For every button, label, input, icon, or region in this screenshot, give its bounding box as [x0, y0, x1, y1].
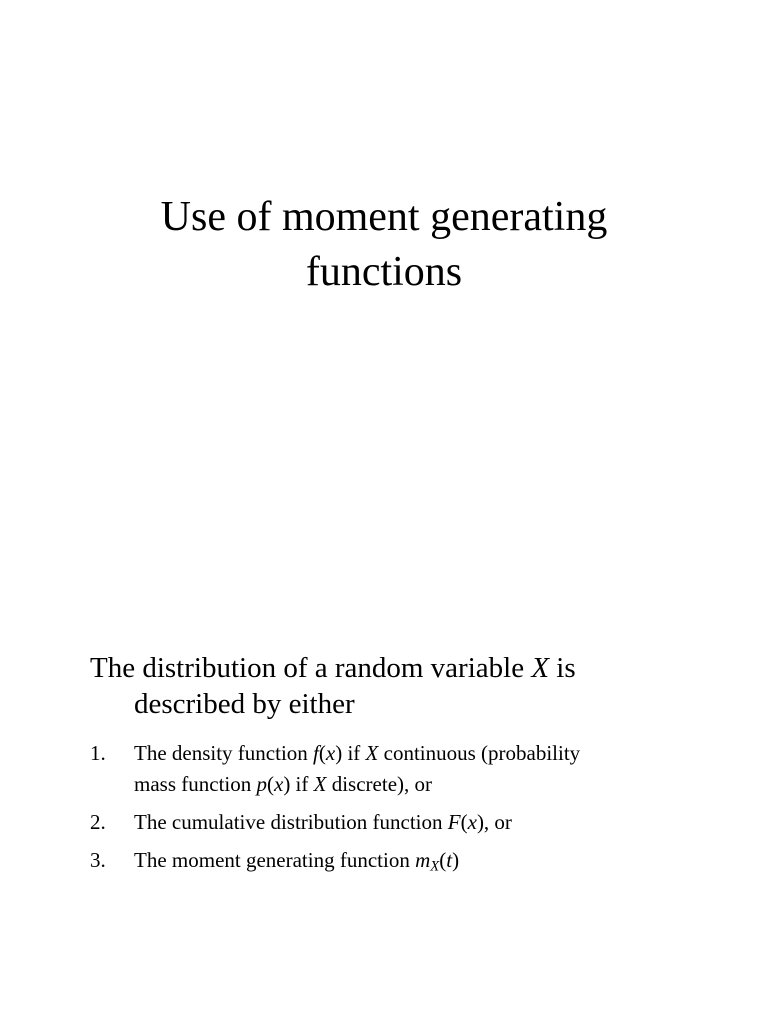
list-item-1 [90, 738, 730, 800]
math-x: x [325, 741, 336, 765]
math-X: X [313, 772, 327, 796]
item-text: discrete), or [326, 772, 433, 796]
intro-text-b: is [549, 652, 576, 684]
item-text: ), or [476, 810, 512, 834]
intro-line-1 [90, 650, 730, 686]
item-text: ) [452, 848, 460, 872]
list-number: 2. [90, 810, 106, 834]
math-x: x [273, 772, 284, 796]
item-text: The density function [134, 741, 314, 765]
intro-variable-x: X [531, 652, 550, 684]
item-2-line-1 [134, 807, 730, 838]
math-f: f [313, 741, 319, 765]
distribution-list [90, 738, 730, 883]
math-F: F [447, 810, 461, 834]
math-t: t [446, 848, 453, 872]
item-text: ( [439, 848, 447, 872]
item-text: The cumulative distribution function [134, 810, 448, 834]
item-text: mass function [134, 772, 257, 796]
list-number: 3. [90, 848, 106, 872]
item-1-line-1 [134, 738, 730, 769]
math-X: X [365, 741, 379, 765]
list-item-3 [90, 845, 730, 876]
item-text: ) if [283, 772, 314, 796]
item-text: ( [266, 772, 274, 796]
math-p: p [256, 772, 267, 796]
math-m: m [415, 848, 431, 872]
item-1-line-2 [134, 769, 730, 800]
intro-text-a: The distribution of a random variable [90, 652, 532, 684]
item-text: ( [318, 741, 326, 765]
list-number: 1. [90, 741, 106, 765]
math-x: x [467, 810, 477, 834]
item-text: ( [460, 810, 468, 834]
math-subscript-X: X [430, 858, 440, 875]
slide-title [0, 190, 768, 300]
content-slide [0, 512, 768, 1024]
title-line-1: Use of moment generating [160, 194, 608, 240]
title-line-2: functions [305, 249, 463, 295]
intro-line-2: described by either [134, 688, 355, 720]
item-text: The moment generating function [134, 848, 416, 872]
intro-paragraph [90, 650, 730, 722]
item-3-line-1 [134, 845, 730, 876]
item-text: continuous (probability [378, 741, 581, 765]
list-item-2 [90, 807, 730, 838]
item-text: ) if [335, 741, 366, 765]
